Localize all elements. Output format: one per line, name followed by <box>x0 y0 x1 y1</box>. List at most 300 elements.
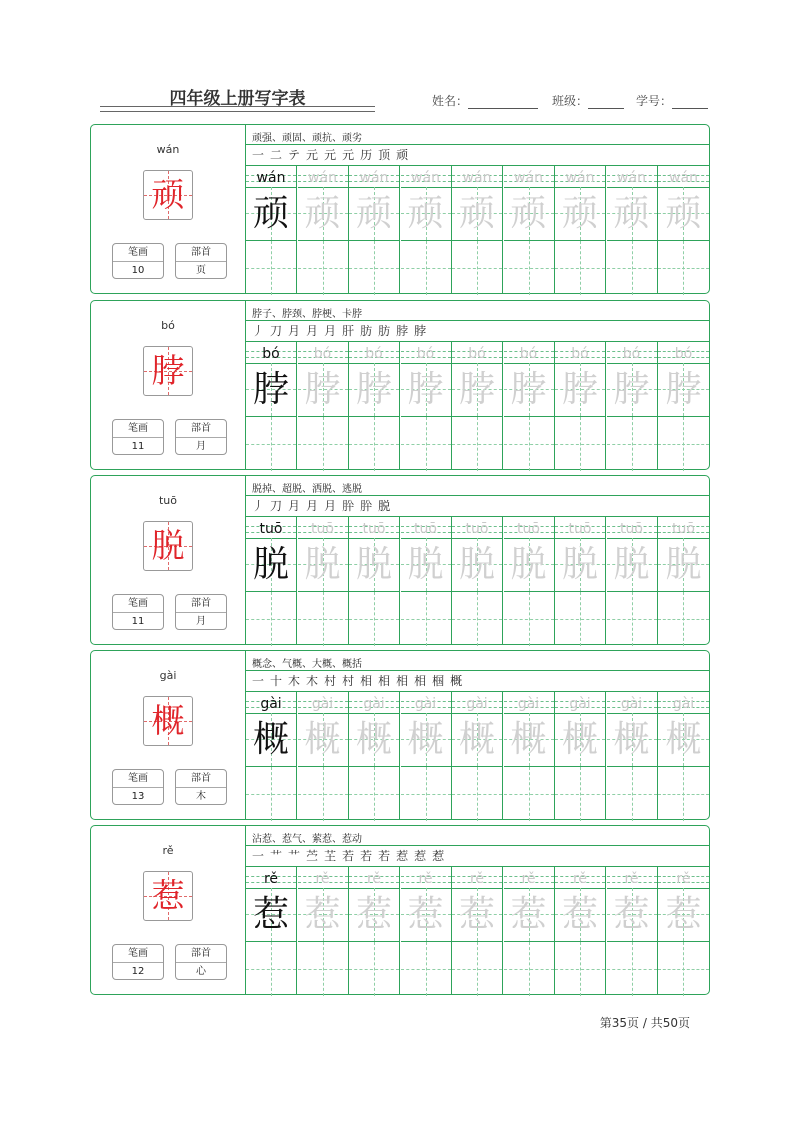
tian-grid-bottom[interactable] <box>658 941 709 996</box>
writing-cell[interactable] <box>298 691 349 820</box>
stroke-count-label: 笔画 <box>113 770 163 788</box>
cell-pinyin: rě <box>521 871 536 887</box>
class-field[interactable] <box>552 92 624 109</box>
cell-pinyin: rě <box>366 871 382 887</box>
writing-cell[interactable] <box>555 691 606 820</box>
cell-pinyin: bó <box>519 346 538 362</box>
stroke-step: 刀 <box>270 499 283 513</box>
practice-area <box>246 651 709 819</box>
pinyin-line <box>401 520 451 538</box>
tian-grid-bottom[interactable] <box>298 766 348 821</box>
writing-cell[interactable] <box>452 866 503 995</box>
tian-grid-bottom[interactable] <box>349 591 399 646</box>
stroke-order <box>252 672 468 689</box>
stroke-count-box <box>112 594 164 630</box>
pinyin-line <box>298 169 348 187</box>
writing-cell[interactable] <box>349 341 400 470</box>
tian-grid-bottom[interactable] <box>246 591 296 646</box>
trace-character: 顽 <box>252 193 289 234</box>
main-character: 脱 <box>151 526 185 565</box>
stroke-step: 若 <box>378 849 391 863</box>
cell-pinyin: tuō <box>568 521 592 537</box>
writing-cell[interactable] <box>504 165 555 294</box>
stroke-step: 惹 <box>432 849 445 863</box>
pinyin-line <box>555 695 605 713</box>
radical-label: 部首 <box>176 595 226 613</box>
writing-cell[interactable] <box>401 516 452 645</box>
character-box <box>143 871 193 921</box>
class-blank[interactable] <box>588 96 624 109</box>
radical-label: 部首 <box>176 945 226 963</box>
cell-pinyin: rě <box>676 871 691 887</box>
tian-grid-bottom[interactable] <box>607 941 657 996</box>
writing-cell[interactable] <box>349 691 400 820</box>
pinyin-line <box>401 695 451 713</box>
main-character: 脖 <box>151 351 185 390</box>
tian-grid-bottom[interactable] <box>607 591 657 646</box>
pinyin-line <box>452 345 502 363</box>
cell-pinyin: gài <box>672 696 695 712</box>
pinyin-line <box>246 520 296 538</box>
stroke-count: 13 <box>131 791 145 802</box>
radical: 月 <box>196 616 206 627</box>
stroke-step: 肸 <box>342 499 355 513</box>
tian-grid-bottom[interactable] <box>504 766 554 821</box>
character-box <box>143 696 193 746</box>
cell-pinyin: gài <box>517 696 540 712</box>
example-words: 脖子、脖颈、脖梗、卡脖 <box>252 309 362 320</box>
tian-grid-bottom[interactable] <box>349 941 399 996</box>
pinyin-line <box>607 345 657 363</box>
trace-character: 脱 <box>304 544 341 585</box>
stroke-step: 月 <box>324 324 337 338</box>
stroke-step: 月 <box>288 499 301 513</box>
pinyin-line <box>349 520 399 538</box>
tian-grid-bottom[interactable] <box>401 766 451 821</box>
pinyin-line <box>555 870 605 888</box>
pinyin: rě <box>162 844 174 857</box>
tian-grid-bottom[interactable] <box>246 416 296 471</box>
cell-pinyin: rě <box>315 871 330 887</box>
stroke-count-box <box>112 769 164 805</box>
tian-grid-bottom[interactable] <box>452 766 502 821</box>
radical-label: 部首 <box>176 244 226 262</box>
practice-area <box>246 301 709 469</box>
cell-pinyin: gài <box>363 696 385 712</box>
stroke-step: 一 <box>252 849 265 863</box>
writing-cell[interactable] <box>658 516 709 645</box>
trace-character: 概 <box>665 719 702 760</box>
tian-grid-bottom[interactable] <box>658 240 709 295</box>
stroke-step: 月 <box>288 324 301 338</box>
cell-pinyin: bó <box>571 346 589 362</box>
cell-pinyin: bó <box>262 346 280 362</box>
pinyin-line <box>607 695 657 713</box>
page-number: 第35页 / 共50页 <box>599 1016 690 1030</box>
example-words: 顽强、顽固、顽抗、顽劣 <box>252 133 362 144</box>
tian-grid-bottom[interactable] <box>246 941 296 996</box>
stroke-order <box>252 847 450 864</box>
character-info <box>91 301 246 469</box>
trace-character: 惹 <box>355 894 392 935</box>
trace-character: 概 <box>510 719 547 760</box>
pinyin-line <box>298 870 348 888</box>
tian-grid-bottom[interactable] <box>452 416 502 471</box>
stroke-step: 月 <box>306 324 319 338</box>
stroke-step: 相 <box>378 674 391 688</box>
trace-character: 惹 <box>304 894 341 935</box>
writing-cell[interactable] <box>607 341 658 470</box>
character-box <box>143 170 193 220</box>
stroke-step: 村 <box>324 674 337 688</box>
writing-cell[interactable] <box>504 341 555 470</box>
writing-cell[interactable] <box>504 691 555 820</box>
stroke-step: 丿 <box>252 324 265 338</box>
main-character: 惹 <box>151 876 185 915</box>
main-character: 顽 <box>151 175 185 214</box>
cell-pinyin: bó <box>416 346 435 362</box>
practice-area <box>246 826 709 994</box>
stroke-step: 二 <box>270 148 283 162</box>
trace-character: 顽 <box>304 193 341 234</box>
trace-character: 惹 <box>561 894 598 935</box>
radical: 页 <box>196 265 206 276</box>
tian-grid-bottom[interactable] <box>298 591 348 646</box>
character-info <box>91 651 246 819</box>
main-character: 概 <box>151 701 185 740</box>
tian-grid-bottom[interactable] <box>349 766 399 821</box>
writing-cell[interactable] <box>298 165 349 294</box>
cell-pinyin: wán <box>256 170 286 186</box>
cell-pinyin: bó <box>674 346 693 362</box>
stroke-count-box <box>112 419 164 455</box>
tian-grid-bottom[interactable] <box>452 941 502 996</box>
cell-pinyin: tuō <box>259 521 283 537</box>
stroke-step: 苎 <box>306 849 319 863</box>
writing-cell[interactable] <box>658 691 709 820</box>
stroke-step: 顽 <box>396 148 409 162</box>
pinyin-line <box>246 345 296 363</box>
stroke-step: 丿 <box>252 499 265 513</box>
radical-box <box>175 944 227 980</box>
cell-pinyin: tuō <box>311 521 334 537</box>
tian-grid-bottom[interactable] <box>607 416 657 471</box>
tian-grid-bottom[interactable] <box>504 591 554 646</box>
tian-grid-bottom[interactable] <box>555 591 605 646</box>
trace-character: 脱 <box>355 544 392 585</box>
writing-cell[interactable] <box>452 165 503 294</box>
character-card <box>90 124 710 294</box>
cell-pinyin: bó <box>468 346 486 362</box>
stroke-step: 木 <box>288 674 301 688</box>
tian-grid-bottom[interactable] <box>504 240 554 295</box>
pinyin: gài <box>159 669 177 682</box>
radical-box <box>175 243 227 279</box>
pinyin-line <box>607 520 657 538</box>
writing-cell[interactable] <box>246 516 297 645</box>
tian-grid-bottom[interactable] <box>401 416 451 471</box>
pinyin-line <box>452 520 502 538</box>
pinyin-line <box>658 169 709 187</box>
trace-character: 脖 <box>407 369 444 410</box>
radical: 木 <box>196 791 206 802</box>
stroke-step: 肝 <box>342 324 355 338</box>
writing-cell[interactable] <box>401 691 452 820</box>
radical: 心 <box>196 966 206 977</box>
writing-cell[interactable] <box>658 341 709 470</box>
trace-character: 脖 <box>613 369 650 410</box>
stroke-step: 村 <box>342 674 355 688</box>
trace-character: 概 <box>458 719 495 760</box>
cell-pinyin: tuō <box>620 521 643 537</box>
stroke-step: 元 <box>306 148 319 162</box>
character-info <box>91 125 246 293</box>
cell-pinyin: rě <box>624 871 639 887</box>
writing-cell[interactable] <box>452 341 503 470</box>
writing-cell[interactable] <box>607 691 658 820</box>
stroke-step: テ <box>288 148 301 162</box>
character-info <box>91 826 246 994</box>
tian-grid-bottom[interactable] <box>607 766 657 821</box>
title-underline <box>100 106 375 112</box>
pinyin-line <box>504 345 554 363</box>
radical-box <box>175 419 227 455</box>
writing-cell[interactable] <box>555 341 606 470</box>
stroke-count: 11 <box>131 441 145 452</box>
stroke-step: 椢 <box>432 674 445 688</box>
page-title: 四年级上册写字表 <box>169 89 306 109</box>
tian-grid-bottom[interactable] <box>349 416 399 471</box>
tian-grid-bottom[interactable] <box>607 240 657 295</box>
cell-pinyin: wán <box>617 170 646 186</box>
writing-cell[interactable] <box>452 516 503 645</box>
cell-pinyin: tuō <box>465 521 489 537</box>
stroke-step: 肪 <box>378 324 391 338</box>
stroke-step: 艹 <box>270 849 283 863</box>
trace-character: 脖 <box>561 369 598 410</box>
writing-cell[interactable] <box>298 516 349 645</box>
writing-cell[interactable] <box>401 866 452 995</box>
cell-pinyin: rě <box>469 871 485 887</box>
trace-character: 顽 <box>510 193 547 234</box>
cell-pinyin: rě <box>572 871 588 887</box>
writing-cell[interactable] <box>607 866 658 995</box>
writing-cell[interactable] <box>452 691 503 820</box>
cell-pinyin: rě <box>418 871 433 887</box>
writing-cell[interactable] <box>349 165 400 294</box>
character-card <box>90 825 710 995</box>
tian-grid-bottom[interactable] <box>401 591 451 646</box>
pinyin-line <box>658 345 709 363</box>
radical: 月 <box>196 441 206 452</box>
pinyin-line <box>658 520 709 538</box>
pinyin-line <box>401 870 451 888</box>
pinyin-line <box>246 169 296 187</box>
character-box <box>143 521 193 571</box>
trace-character: 概 <box>355 719 392 760</box>
pinyin-line <box>452 870 502 888</box>
tian-grid-bottom[interactable] <box>401 941 451 996</box>
character-box <box>143 346 193 396</box>
number-label: 学号： <box>636 94 673 108</box>
trace-character: 顽 <box>613 193 650 234</box>
tian-grid-bottom[interactable] <box>555 416 605 471</box>
pinyin-line <box>555 520 605 538</box>
writing-cell[interactable] <box>298 341 349 470</box>
trace-character: 脱 <box>510 544 547 585</box>
pinyin-line <box>555 345 605 363</box>
stroke-order <box>252 322 432 339</box>
radical-label: 部首 <box>176 420 226 438</box>
stroke-step: 若 <box>342 849 355 863</box>
number-field[interactable] <box>636 92 708 109</box>
radical-box <box>175 769 227 805</box>
trace-character: 惹 <box>665 894 702 935</box>
pinyin-line <box>504 169 554 187</box>
pinyin-line <box>298 345 348 363</box>
tian-grid-bottom[interactable] <box>504 416 554 471</box>
number-blank[interactable] <box>672 96 708 109</box>
stroke-step: 木 <box>306 674 319 688</box>
page-header <box>0 0 800 120</box>
writing-cell[interactable] <box>607 516 658 645</box>
writing-cell[interactable] <box>658 165 709 294</box>
trace-character: 顽 <box>407 193 444 234</box>
tian-grid-bottom[interactable] <box>504 941 554 996</box>
tian-grid-bottom[interactable] <box>555 766 605 821</box>
trace-character: 脱 <box>458 544 495 585</box>
stroke-count-label: 笔画 <box>113 945 163 963</box>
cell-pinyin: bó <box>313 346 332 362</box>
tian-grid-bottom[interactable] <box>298 416 348 471</box>
trace-character: 顽 <box>458 193 495 234</box>
tian-grid-bottom[interactable] <box>555 941 605 996</box>
pinyin-line <box>298 695 348 713</box>
trace-character: 惹 <box>252 894 289 935</box>
stroke-step: 脖 <box>414 324 427 338</box>
radical-label: 部首 <box>176 770 226 788</box>
trace-character: 惹 <box>407 894 444 935</box>
writing-cell[interactable] <box>555 165 606 294</box>
tian-grid-bottom[interactable] <box>452 240 502 295</box>
cell-pinyin: gài <box>311 696 334 712</box>
writing-cell[interactable] <box>658 866 709 995</box>
tian-grid-bottom[interactable] <box>298 240 348 295</box>
stroke-step: 月 <box>324 499 337 513</box>
pinyin-line <box>658 870 709 888</box>
trace-character: 脱 <box>665 544 702 585</box>
example-words: 概念、气概、大概、概括 <box>252 659 362 670</box>
pinyin: wán <box>156 143 180 156</box>
class-label: 班级： <box>552 94 589 108</box>
writing-cell[interactable] <box>555 866 606 995</box>
writing-cell[interactable] <box>349 516 400 645</box>
stroke-count-label: 笔画 <box>113 244 163 262</box>
pinyin-line <box>607 169 657 187</box>
writing-cell[interactable] <box>401 341 452 470</box>
example-words: 沾惹、惹气、萦惹、惹动 <box>252 834 362 845</box>
writing-cell[interactable] <box>246 691 297 820</box>
writing-cell[interactable] <box>401 165 452 294</box>
writing-cell[interactable] <box>555 516 606 645</box>
tian-grid-bottom[interactable] <box>452 591 502 646</box>
stroke-step: 顶 <box>378 148 391 162</box>
tian-grid-bottom[interactable] <box>658 766 709 821</box>
writing-cell[interactable] <box>607 165 658 294</box>
radical-box <box>175 594 227 630</box>
writing-cell[interactable] <box>246 165 297 294</box>
stroke-count-label: 笔画 <box>113 595 163 613</box>
writing-cell[interactable] <box>298 866 349 995</box>
tian-grid-bottom[interactable] <box>298 941 348 996</box>
writing-cell[interactable] <box>246 341 297 470</box>
stroke-step: 脱 <box>378 499 391 513</box>
writing-cell[interactable] <box>504 516 555 645</box>
tian-grid-bottom[interactable] <box>555 240 605 295</box>
pinyin-line <box>246 870 296 888</box>
stroke-count-box <box>112 243 164 279</box>
cell-pinyin: tuō <box>672 521 695 537</box>
trace-character: 脱 <box>561 544 598 585</box>
writing-cell[interactable] <box>504 866 555 995</box>
stroke-count: 10 <box>131 265 145 276</box>
character-card <box>90 650 710 820</box>
trace-character: 顽 <box>355 193 392 234</box>
stroke-step: 肪 <box>360 324 373 338</box>
cell-pinyin: wán <box>669 170 698 186</box>
character-info <box>91 476 246 644</box>
stroke-count-box <box>112 944 164 980</box>
pinyin-line <box>401 345 451 363</box>
tian-grid-bottom[interactable] <box>658 416 709 471</box>
stroke-step: 一 <box>252 674 265 688</box>
writing-cell[interactable] <box>349 866 400 995</box>
stroke-step: 历 <box>360 148 373 162</box>
trace-character: 脱 <box>407 544 444 585</box>
tian-grid-bottom[interactable] <box>349 240 399 295</box>
pinyin-line <box>349 169 399 187</box>
trace-character: 脖 <box>355 369 392 410</box>
trace-character: 概 <box>407 719 444 760</box>
writing-cell[interactable] <box>246 866 297 995</box>
trace-character: 脱 <box>252 544 289 585</box>
tian-grid-bottom[interactable] <box>246 766 296 821</box>
stroke-count: 12 <box>131 966 145 977</box>
stroke-step: 刀 <box>270 324 283 338</box>
pinyin-line <box>658 695 709 713</box>
character-card <box>90 475 710 645</box>
trace-character: 脱 <box>613 544 650 585</box>
stroke-step: 十 <box>270 674 283 688</box>
cell-pinyin: bó <box>365 346 383 362</box>
cell-pinyin: tuō <box>517 521 540 537</box>
pinyin-line <box>349 345 399 363</box>
tian-grid-bottom[interactable] <box>401 240 451 295</box>
cell-pinyin: gài <box>414 696 437 712</box>
stroke-count-label: 笔画 <box>113 420 163 438</box>
trace-character: 概 <box>613 719 650 760</box>
stroke-step: 相 <box>396 674 409 688</box>
stroke-step: 肸 <box>360 499 373 513</box>
pinyin: bó <box>161 319 175 332</box>
tian-grid-bottom[interactable] <box>658 591 709 646</box>
name-blank[interactable] <box>468 96 538 109</box>
pinyin-line <box>504 695 554 713</box>
stroke-step: 若 <box>360 849 373 863</box>
tian-grid-bottom[interactable] <box>246 240 296 295</box>
name-field[interactable] <box>432 92 538 109</box>
cell-pinyin: wán <box>359 170 389 186</box>
